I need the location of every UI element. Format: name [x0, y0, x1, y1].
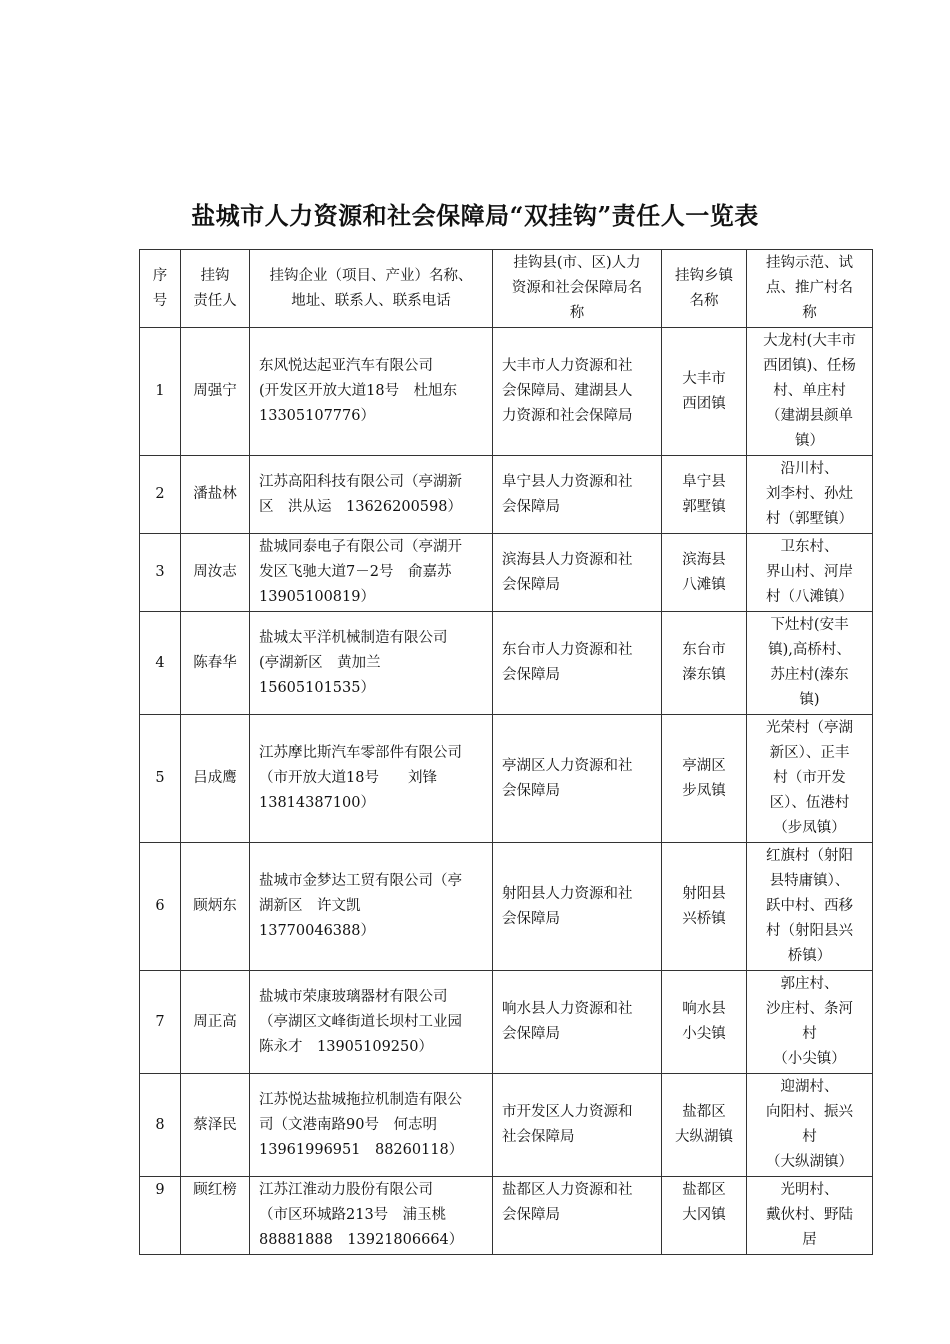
cell-enterprise: 江苏悦达盐城拖拉机制造有限公 司（文港南路90号 何志明 13961996951 88260118）: [250, 1074, 493, 1177]
cell-village: 郭庄村、 沙庄村、条河 村 （小尖镇）: [747, 971, 873, 1074]
cell-bureau: 盐都区人力资源和社 会保障局: [493, 1177, 662, 1255]
cell-town: 亭湖区 步凤镇: [662, 715, 747, 843]
cell-enterprise: 江苏江淮动力股份有限公司 （市区环城路213号 浦玉桃 88881888 13921806664）: [250, 1177, 493, 1255]
cell-town: 东台市 溱东镇: [662, 612, 747, 715]
cell-no: 5: [140, 715, 181, 843]
cell-bureau: 阜宁县人力资源和社 会保障局: [493, 456, 662, 534]
cell-person: 蔡泽民: [181, 1074, 250, 1177]
cell-village: 下灶村(安丰 镇),高桥村、 苏庄村(溱东 镇): [747, 612, 873, 715]
cell-person: 顾炳东: [181, 843, 250, 971]
cell-no: 6: [140, 843, 181, 971]
cell-town: 盐都区 大纵湖镇: [662, 1074, 747, 1177]
cell-town: 响水县 小尖镇: [662, 971, 747, 1074]
cell-enterprise: 盐城市荣康玻璃器材有限公司 （亭湖区文峰街道长坝村工业园 陈永才 13905109250）: [250, 971, 493, 1074]
cell-village: 卫东村、 界山村、河岸 村（八滩镇）: [747, 534, 873, 612]
cell-no: 7: [140, 971, 181, 1074]
cell-town: 滨海县 八滩镇: [662, 534, 747, 612]
cell-bureau: 滨海县人力资源和社 会保障局: [493, 534, 662, 612]
table-row: [140, 1074, 873, 1177]
cell-enterprise: 江苏摩比斯汽车零部件有限公司 （市开放大道18号 刘锋 13814387100）: [250, 715, 493, 843]
cell-no: 4: [140, 612, 181, 715]
header-town: 挂钩乡镇 名称: [662, 250, 747, 328]
cell-person: 吕成鹰: [181, 715, 250, 843]
cell-person: 周正高: [181, 971, 250, 1074]
cell-no: 2: [140, 456, 181, 534]
cell-town: 阜宁县 郭墅镇: [662, 456, 747, 534]
cell-village: 光明村、 戴伙村、野陆 居: [747, 1177, 873, 1255]
cell-person: 周汝志: [181, 534, 250, 612]
cell-village: 沿川村、 刘李村、孙灶 村（郭墅镇）: [747, 456, 873, 534]
table-row: [140, 328, 873, 456]
cell-bureau: 射阳县人力资源和社 会保障局: [493, 843, 662, 971]
cell-village: 迎湖村、 向阳村、振兴 村 （大纵湖镇）: [747, 1074, 873, 1177]
cell-enterprise: 盐城同泰电子有限公司（亭湖开 发区飞驰大道7－2号 俞嘉苏 13905100819）: [250, 534, 493, 612]
table-row: [140, 612, 873, 715]
header-enterprise: 挂钩企业（项目、产业）名称、 地址、联系人、联系电话: [250, 250, 493, 328]
cell-enterprise: 东风悦达起亚汽车有限公司 (开发区开放大道18号 杜旭东 13305107776）: [250, 328, 493, 456]
cell-town: 射阳县 兴桥镇: [662, 843, 747, 971]
cell-no: 8: [140, 1074, 181, 1177]
cell-village: 大龙村(大丰市 西团镇)、任杨 村、单庄村 （建湖县颜单 镇）: [747, 328, 873, 456]
cell-enterprise: 盐城市金梦达工贸有限公司（亭 湖新区 许文凯 13770046388）: [250, 843, 493, 971]
cell-bureau: 响水县人力资源和社 会保障局: [493, 971, 662, 1074]
cell-town: 盐都区 大冈镇: [662, 1177, 747, 1255]
header-bureau: 挂钩县(市、区)人力 资源和社会保障局名 称: [493, 250, 662, 328]
page-title: 盐城市人力资源和社会保障局“双挂钩”责任人一览表: [191, 201, 759, 230]
cell-no: 3: [140, 534, 181, 612]
cell-bureau: 东台市人力资源和社 会保障局: [493, 612, 662, 715]
table-row: [140, 534, 873, 612]
header-no: 序 号: [140, 250, 181, 328]
table-row: [140, 1177, 873, 1255]
cell-no: 9: [140, 1177, 181, 1255]
cell-person: 顾红榜: [181, 1177, 250, 1255]
table-header-row: [140, 250, 873, 328]
cell-person: 潘盐林: [181, 456, 250, 534]
table-row: [140, 843, 873, 971]
cell-town: 大丰市 西团镇: [662, 328, 747, 456]
cell-person: 周强宁: [181, 328, 250, 456]
header-person: 挂钩 责任人: [181, 250, 250, 328]
cell-village: 光荣村（亭湖 新区）、正丰 村（市开发 区）、伍港村 （步凤镇）: [747, 715, 873, 843]
table-row: [140, 971, 873, 1074]
responsibility-table: [139, 249, 873, 1255]
cell-bureau: 亭湖区人力资源和社 会保障局: [493, 715, 662, 843]
cell-bureau: 市开发区人力资源和 社会保障局: [493, 1074, 662, 1177]
cell-enterprise: 江苏高阳科技有限公司（亭湖新 区 洪从运 13626200598）: [250, 456, 493, 534]
header-village: 挂钩示范、试 点、推广村名 称: [747, 250, 873, 328]
cell-bureau: 大丰市人力资源和社 会保障局、建湖县人 力资源和社会保障局: [493, 328, 662, 456]
cell-no: 1: [140, 328, 181, 456]
cell-village: 红旗村（射阳 县特庸镇）、 跃中村、西移 村（射阳县兴 桥镇）: [747, 843, 873, 971]
table-row: [140, 456, 873, 534]
cell-person: 陈春华: [181, 612, 250, 715]
table-row: [140, 715, 873, 843]
cell-enterprise: 盐城太平洋机械制造有限公司 (亭湖新区 黄加兰 15605101535）: [250, 612, 493, 715]
